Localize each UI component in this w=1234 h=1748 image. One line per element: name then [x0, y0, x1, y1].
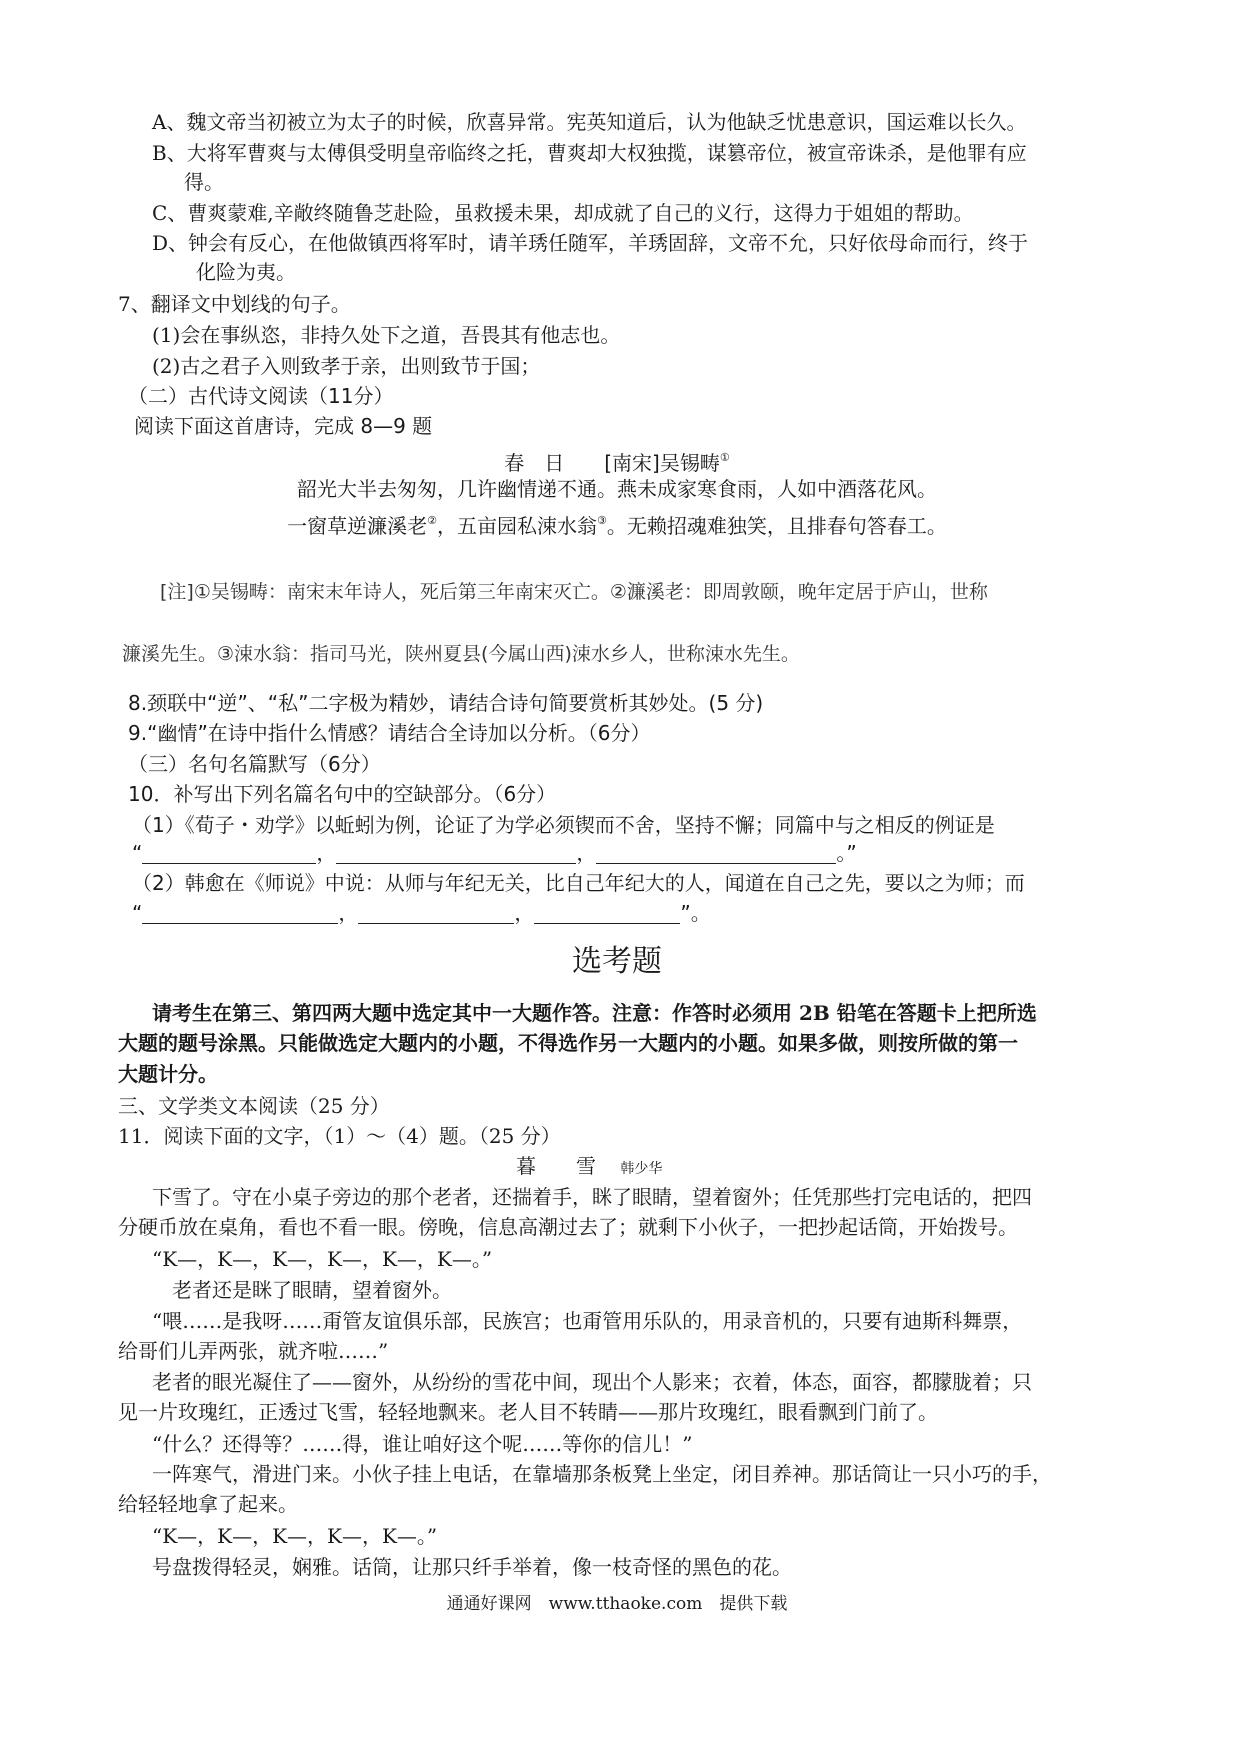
elective-instruction-line2: 大题的题号涂黑。只能做选定大题内的小题，不得选作另一大题内的小题。如果多做，则按所做的第一: [118, 1031, 1018, 1055]
option-a: A、魏文帝当初被立为太子的时候，欣喜异常。宪英知道后，认为他缺乏忧患意识，国运难以长久。: [152, 110, 1027, 134]
open-quote: “: [132, 841, 143, 865]
story-p7-line2: 给轻轻地拿了起来。: [118, 1492, 298, 1516]
poem-line-2c: 。无赖招魂难独笑，且排春句答春工。: [606, 514, 947, 538]
elective-title: 选考题: [572, 944, 662, 979]
poem-line-2b: ，五亩园私涑水翁: [437, 514, 597, 538]
story-p5-line2: 见一片玫瑰红，正透过飞雪，轻轻地飘来。老人目不转睛——那片玫瑰红，眼看飘到门前了。: [118, 1400, 938, 1424]
q10-part1-blanks: [132, 839, 857, 867]
answer-blank-1[interactable]: [142, 843, 316, 864]
story-p3: 老者还是眯了眼睛，望着窗外。: [172, 1278, 452, 1302]
poem-note-line2: 濂溪先生。③涑水翁：指司马光，陕州夏县(今属山西)涑水乡人，世称涑水先生。: [122, 643, 800, 665]
comma: ，: [316, 841, 337, 865]
option-b-line1: B、大将军曹爽与太傅俱受明皇帝临终之托，曹爽却大权独揽，谋篡帝位，被宣帝诛杀，是他罪有应: [152, 141, 1027, 165]
comma: ，: [338, 901, 359, 925]
section3-recitation-heading: （三）名句名篇默写（6分）: [128, 752, 381, 776]
story-p9: 号盘拨得轻灵，娴雅。话筒，让那只纤手举着，像一枝奇怪的黑色的花。: [152, 1555, 792, 1579]
poem-title-footnote-mark: ①: [719, 451, 730, 464]
story-author: 韩少华: [620, 1161, 663, 1177]
story-title-text: 暮 雪: [516, 1154, 596, 1178]
story-p1-line2: 分硬币放在桌角，看也不看一眼。傍晚，信息高潮过去了；就剩下小伙子，一把抄起话筒，开始拨号。: [118, 1215, 1018, 1239]
end-quote: 。”: [836, 841, 857, 865]
footnote-mark-2: ②: [427, 514, 437, 527]
q10-part2: （2）韩愈在《师说》中说：从师与年纪无关，比自己年纪大的人，闻道在自己之先，要以之为师；而: [132, 871, 1025, 895]
story-p8: “K—，K—，K—，K—，K—。”: [152, 1524, 438, 1548]
q8: 8.颈联中“逆”、“私”二字极为精妙，请结合诗句简要赏析其妙处。(5 分): [128, 691, 764, 715]
option-c: C、曹爽蒙难,辛敞终随鲁芝赴险，虽救援未果，却成就了自己的义行，这得力于姐姐的帮助。: [152, 201, 974, 225]
q7-title: 7、翻译文中划线的句子。: [118, 292, 351, 316]
answer-blank-5[interactable]: [358, 903, 514, 924]
poem-note-line1: [注]①吴锡畴：南宋末年诗人，死后第三年南宋灭亡。②濂溪老：即周敦颐，晚年定居于庐山，世称: [160, 581, 988, 603]
answer-blank-2[interactable]: [336, 843, 576, 864]
comma: ，: [576, 841, 597, 865]
q10-part1: （1）《荀子・劝学》以蚯蚓为例，论证了为学必须锲而不舍，坚持不懈；同篇中与之相反的例证是: [132, 813, 995, 837]
section3-heading: 三、文学类文本阅读（25 分）: [118, 1094, 390, 1118]
story-p1-line1: 下雪了。守在小桌子旁边的那个老者，还揣着手，眯了眼睛，望着窗外；任凭那些打完电话的，把四: [152, 1185, 1032, 1209]
comma: ，: [514, 901, 535, 925]
section2-instruction: 阅读下面这首唐诗，完成 8—9 题: [134, 414, 433, 438]
answer-blank-4[interactable]: [142, 903, 338, 924]
open-quote: “: [132, 901, 143, 925]
section2-heading: （二）古代诗文阅读（11分）: [128, 384, 394, 408]
story-p4-line2: 给哥们儿弄两张，就齐啦……”: [118, 1339, 389, 1363]
answer-blank-6[interactable]: [534, 903, 680, 924]
footnote-mark-3: ③: [597, 514, 607, 527]
q10: 10．补写出下列名篇名句中的空缺部分。（6分）: [128, 782, 557, 806]
poem-line-2a: 一窗草逆濂溪老: [287, 514, 428, 538]
elective-instruction-line3: 大题计分。: [118, 1062, 218, 1086]
story-p5-line1: 老者的眼光凝住了——窗外，从纷纷的雪花中间，现出个人影来；衣着，体态，面容，都朦胧着；只: [152, 1370, 1032, 1394]
story-p4-line1: “喂……是我呀……甭管友谊俱乐部，民族宫；也甭管用乐队的，用录音机的，只要有迪斯科舞票，: [152, 1309, 1023, 1333]
poem-title-text: 春 日 [南宋]吴锡畴: [504, 451, 720, 475]
q9: 9.“幽情”在诗中指什么情感？请结合全诗加以分析。（6分）: [128, 721, 651, 745]
answer-blank-3[interactable]: [596, 843, 836, 864]
page-footer: 通通好课网 www.tthaoke.com 提供下载: [446, 1594, 788, 1614]
q7-sentence-2: (2)古之君子入则致孝于亲，出则致节于国；: [152, 354, 541, 378]
option-b-line2: 得。: [184, 170, 224, 194]
story-p2: “K—，K—，K—，K—，K—，K—。”: [152, 1247, 493, 1271]
q11: 11．阅读下面的文字，（1）～（4）题。（25 分）: [118, 1124, 561, 1148]
option-d-line2: 化险为夷。: [196, 260, 296, 284]
end-quote: ”。: [680, 901, 711, 925]
q10-part2-blanks: [132, 899, 711, 927]
story-title: [516, 1152, 662, 1183]
poem-title: [0, 444, 1234, 477]
poem-line-2: [0, 507, 1234, 540]
q7-sentence-1: (1)会在事纵恣，非持久处下之道，吾畏其有他志也。: [152, 323, 621, 347]
option-d-line1: D、钟会有反心，在他做镇西将军时，请羊琇任随军，羊琇固辞，文帝不允，只好依母命而行，终于: [152, 231, 1029, 255]
elective-instruction-line1: 请考生在第三、第四两大题中选定其中一大题作答。注意：作答时必须用 2B 铅笔在答题卡上把所选: [152, 1001, 1037, 1025]
story-p6: “什么？还得等？……得，谁让咱好这个呢……等你的信儿！”: [152, 1432, 693, 1456]
story-p7-line1: 一阵寒气，滑进门来。小伙子挂上电话，在靠墙那条板凳上坐定，闭目养神。那话筒让一只小巧的手，: [152, 1462, 1052, 1486]
poem-line-1: 韶光大半去匆匆，几许幽情递不通。燕未成家寒食雨，人如中酒落花风。: [297, 477, 937, 501]
